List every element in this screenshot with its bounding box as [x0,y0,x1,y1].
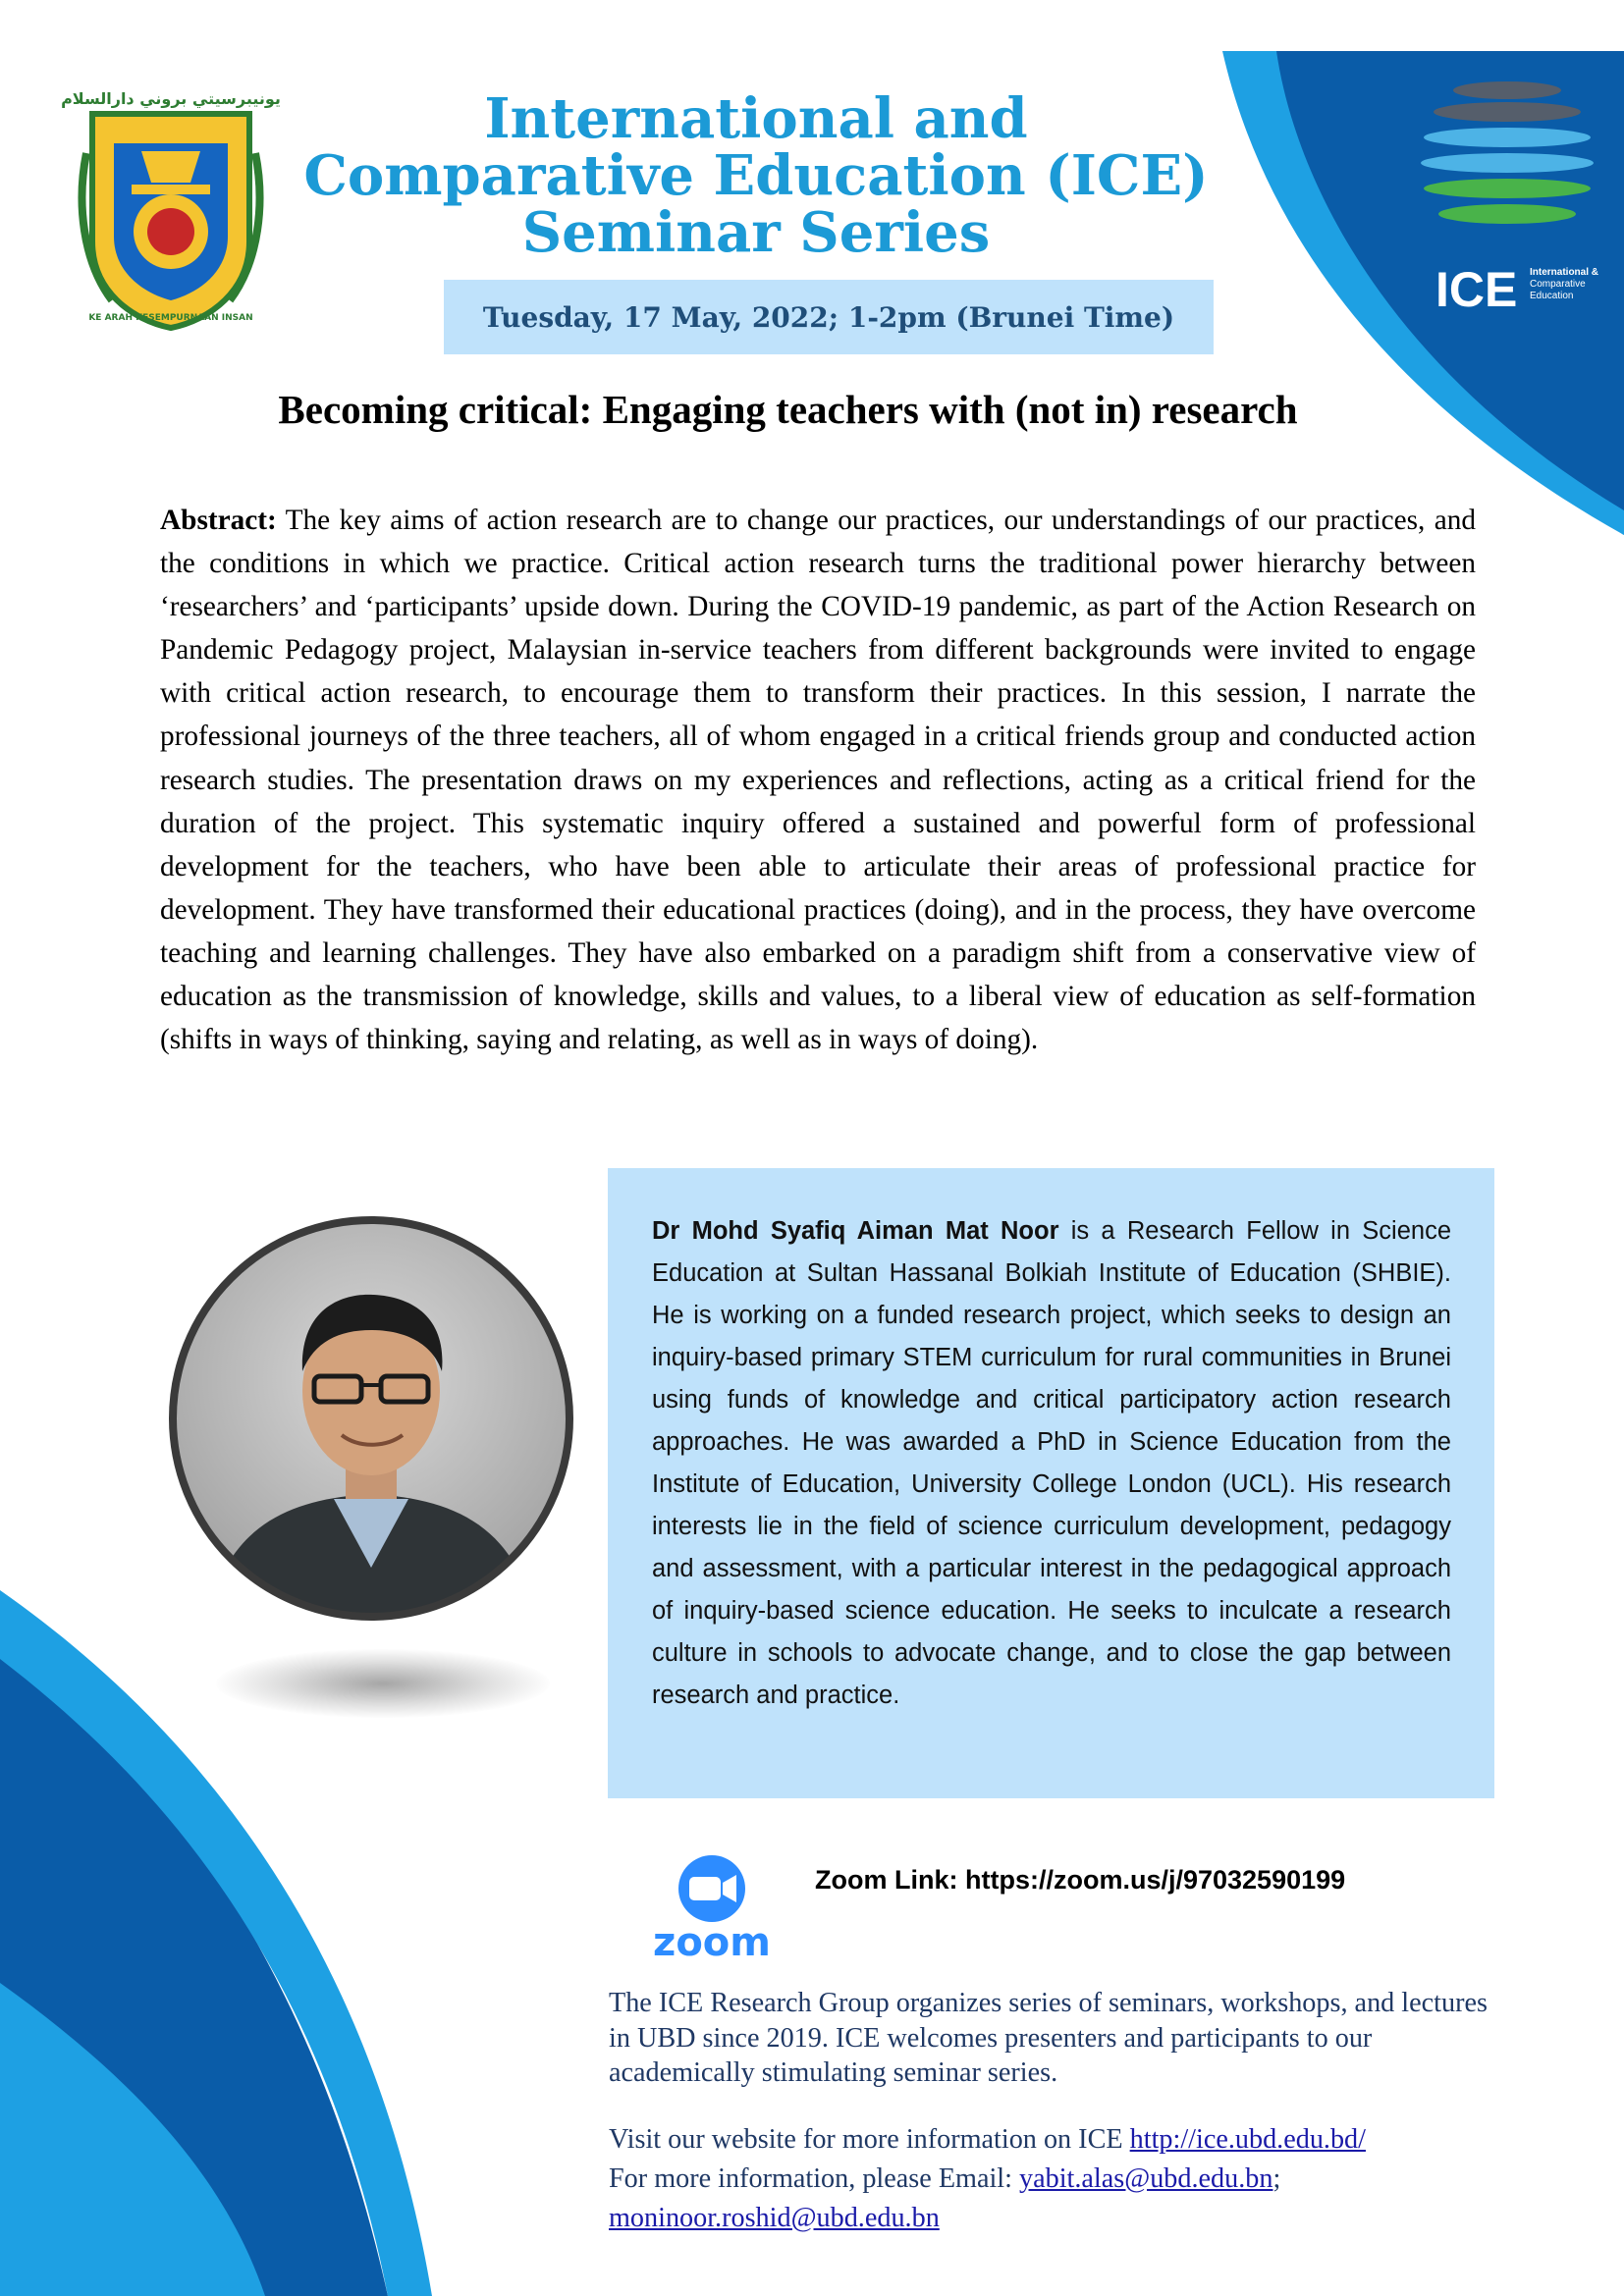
photo-shadow [216,1649,550,1718]
zoom-link[interactable]: Zoom Link: https://zoom.us/j/97032590199 [815,1865,1346,1895]
talk-title: Becoming critical: Engaging teachers with (not in) research [278,387,1298,432]
website-link[interactable]: http://ice.ubd.edu.bd/ [1129,2124,1366,2155]
email-link-2[interactable]: moninoor.roshid@ubd.edu.bn [609,2203,940,2233]
speaker-bio [652,1210,1451,1717]
abstract-paragraph [160,499,1476,1061]
ubd-crest-icon [61,75,281,330]
date-time-banner [444,280,1214,354]
svg-text:Comparative: Comparative [1530,279,1586,290]
email-separator: ; [1272,2163,1281,2194]
seminar-series-title [295,86,1218,265]
zoom-camera-icon [619,1853,805,1965]
website-line [609,2120,1591,2160]
svg-text:KE ARAH KESEMPURNAAN INSAN: KE ARAH KESEMPURNAAN INSAN [88,313,253,323]
svg-text:Education: Education [1530,291,1574,301]
email-link-1[interactable]: yabit.alas@ubd.edu.bn [1019,2163,1273,2194]
email-prefix: For more information, please Email: [609,2163,1020,2194]
svg-text:zoom: zoom [653,1920,771,1965]
svg-text:International &: International & [1530,267,1599,278]
speaker-photo [167,1214,575,1623]
contact-info [609,2120,1591,2238]
ice-group-description: The ICE Research Group organizes series of seminars, workshops, and lectures in UBD since 2019. ICE welcomes presenters and participants to our academically stimulating seminar series. [609,1988,1488,2088]
speaker-name: Dr Mohd Syafiq Aiman Mat Noor [652,1217,1059,1245]
abstract-text: The key aims of action research are to change our practices, our understandings of our practices, and the conditions in which we practice. Critical action research turns the traditional power hierarchy between ‘researchers’ and ‘participants’ upside down. During the COVID-19 pandemic, as part of the Action Research on Pandemic Pedagogy project, Malaysian in-service teachers from different backgrounds were invited to engage with critical action research, to encourage them to transform their practices. In this session, I narrate the professional journeys of the three teachers, all of whom engaged in a critical friends group and conducted action research studies. The presentation draws on my experiences and reflections, acting as a critical friend for the duration of the project. This systematic inquiry offered a sustained and powerful form of professional development for the teachers, who have been able to articulate their areas of professional practice for development. They have transformed their educational practices (doing), and in the process, they have overcome teaching and learning challenges. They have also embarked on a paradigm shift from a conservative view of education as the transmission of knowledge, skills and values, to a liberal view of education as self-formation (shifts in ways of thinking, saying and relating, as well as in ways of doing). [160,505,1476,1056]
title-line-1: International and [484,86,1028,151]
speaker-bio-text: is a Research Fellow in Science Education at Sultan Hassanal Bolkiah Institute of Education (SHBIE). He is working on a funded research project, which seeks to design an inquiry-based primary STEM curriculum for rural communities in Brunei using funds of knowledge and critical participatory action research approaches. He was awarded a PhD in Science Education from the Institute of Education, University College London (UCL). His research interests lie in the field of science curriculum development, pedagogy and assessment, with a particular interest in the pedagogical approach of inquiry-based science education. He seeks to inculcate a research culture in schools to advocate change, and to close the gap between research and practice. [652,1217,1451,1709]
title-line-3: Seminar Series [521,200,991,265]
abstract-label: Abstract: [160,505,277,536]
email-line-2 [609,2199,1591,2238]
title-line-2: Comparative Education (ICE) [303,143,1209,208]
svg-text:يونيبرسيتي بروني دارالسلام: يونيبرسيتي بروني دارالسلام [61,89,281,108]
website-prefix: Visit our website for more information on ICE [609,2124,1130,2155]
email-line [609,2160,1591,2199]
date-time-text: Tuesday, 17 May, 2022; 1-2pm (Brunei Time) [482,300,1175,334]
ice-logo-icon [1414,69,1600,324]
svg-text:ICE: ICE [1435,262,1518,317]
